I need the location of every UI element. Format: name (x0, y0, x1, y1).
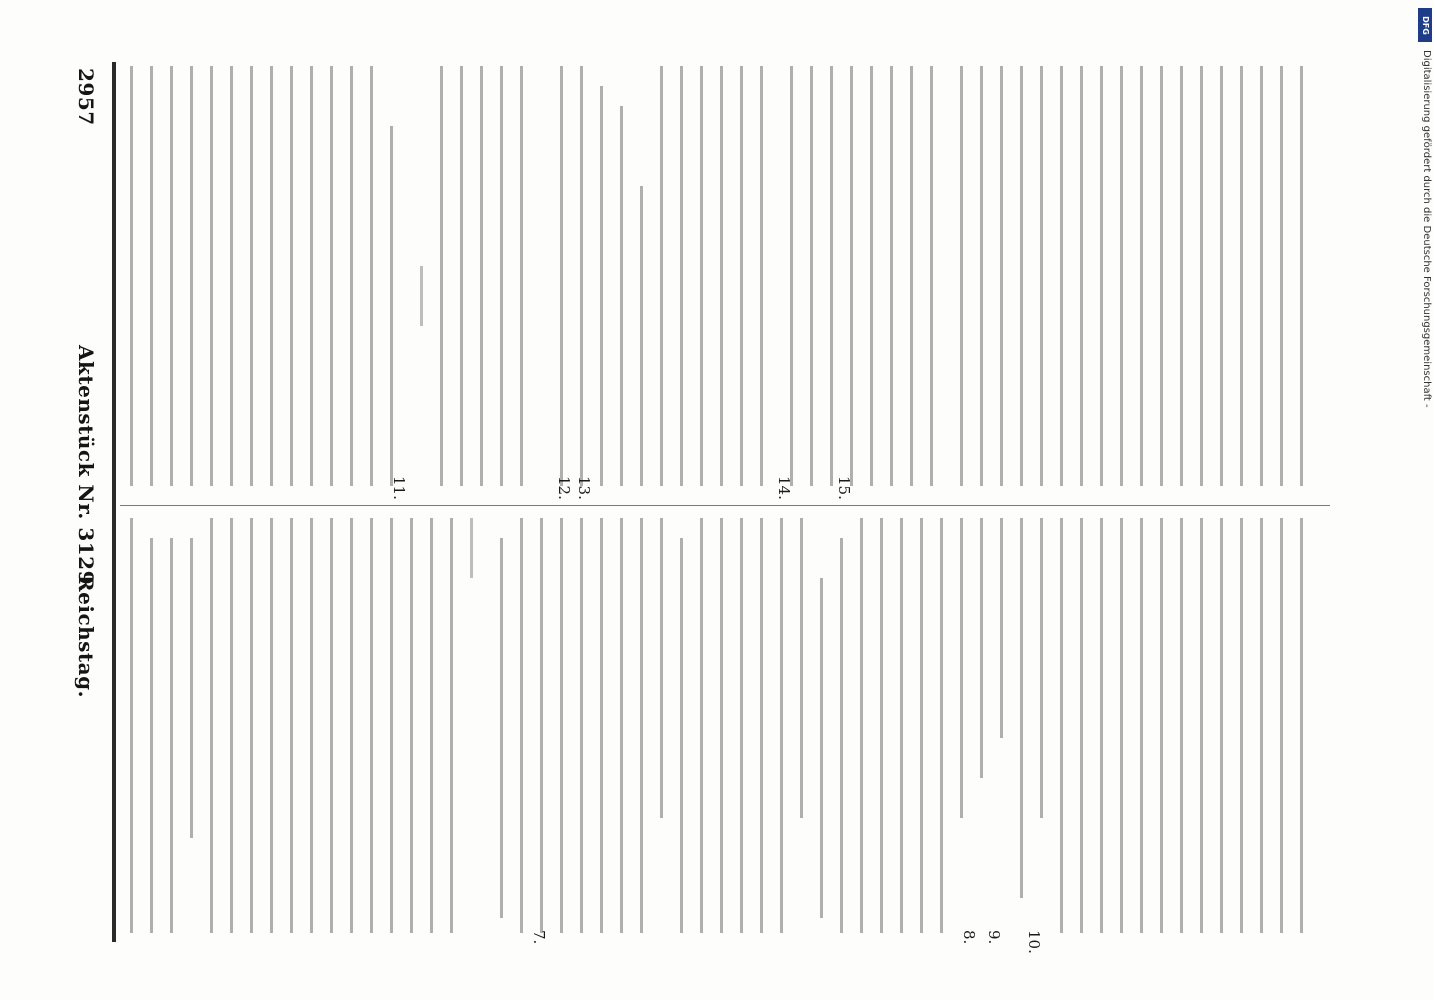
section-number-14: 14. (775, 476, 793, 500)
section-number-12: 12. (555, 476, 573, 500)
page-number: 2957 (74, 68, 98, 126)
digitization-note: Digitalisierung gefördert durch die Deutsche Forschungsgemeinschaft - (1421, 50, 1432, 408)
left-column-text (120, 518, 1320, 938)
header-center: Aktenstück Nr. 3129. (74, 345, 98, 593)
section-number-13: 13. (575, 476, 593, 500)
section-number-15: 15. (835, 476, 853, 500)
header-left: Reichstag. (74, 575, 98, 699)
section-number-9: 9. (985, 930, 1003, 945)
section-number-8: 8. (960, 930, 978, 945)
header-rule (112, 62, 116, 942)
column-divider (120, 505, 1330, 506)
dfg-logo: DFG (1418, 8, 1432, 42)
right-column-text (120, 66, 1320, 496)
section-number-10: 10. (1025, 930, 1043, 954)
section-number-11: 11. (390, 476, 408, 500)
section-number-7: 7. (530, 930, 548, 945)
